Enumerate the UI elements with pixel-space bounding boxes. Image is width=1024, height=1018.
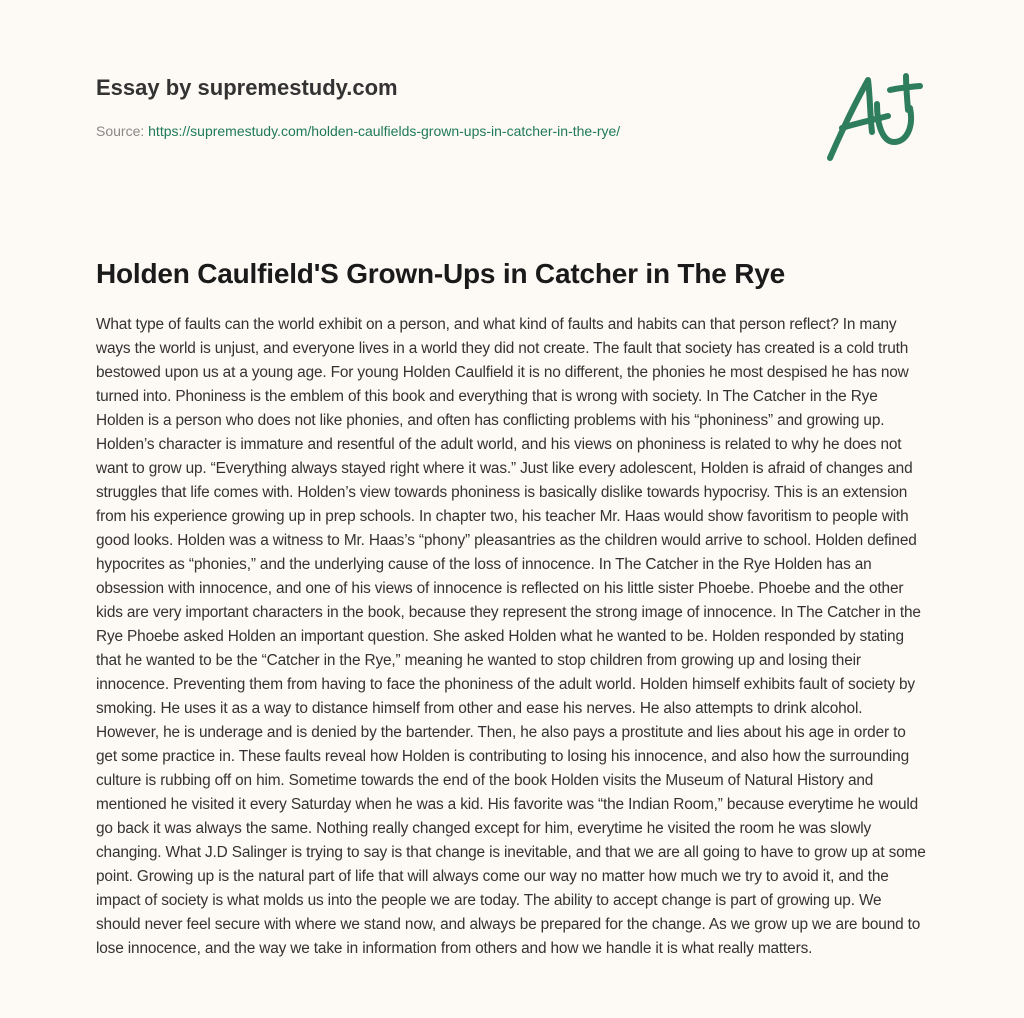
source-line bbox=[96, 122, 816, 140]
essay-title: Holden Caulfield'S Grown-Ups in Catcher in The Rye bbox=[96, 258, 785, 289]
site-title: Essay by supremestudy.com bbox=[96, 75, 398, 100]
a-plus-grade-icon bbox=[822, 70, 927, 165]
page-header bbox=[96, 74, 816, 140]
source-link[interactable]: https://supremestudy.com/holden-caulfields-grown-ups-in-catcher-in-the-rye/ bbox=[148, 123, 621, 139]
source-label: Source: bbox=[96, 123, 145, 139]
essay-body: What type of faults can the world exhibit on a person, and what kind of faults and habits can that person reflect? In many ways the world is unjust, and everyone lives in a world they did not create. The fault that society has created is a cold truth bestowed upon us at a young age. For young Holden Caulfield it is no different, the phonies he most despised he has now turned into. Phoniness is the emblem of this book and everything that is wrong with society. In The Catcher in the Rye Holden is a person who does not like phonies, and often has conflicting problems with his “phoniness” and growing up. Holden’s character is immature and resentful of the adult world, and his views on phoniness is related to why he does not want to grow up. “Everything always stayed right where it was.” Just like every adolescent, Holden is afraid of changes and struggles that life comes with. Holden’s view towards phoniness is basically dislike towards hypocrisy. This is an extension from his experience growing up in prep schools. In chapter two, his teacher Mr. Haas would show favoritism to people with good looks. Holden was a witness to Mr. Haas’s “phony” pleasantries as the children would arrive to school. Holden defined hypocrites as “phonies,” and the underlying cause of the loss of innocence. In The Catcher in the Rye Holden has an obsession with innocence, and one of his views of innocence is reflected on his little sister Phoebe. Phoebe and the other kids are very important characters in the book, because they represent the strong image of innocence. In The Catcher in the Rye Phoebe asked Holden an important question. She asked Holden what he wanted to be. Holden responded by stating that he wanted to be the “Catcher in the Rye,” meaning he wanted to stop children from growing up and losing their innocence. Preventing them from having to face the phoniness of the adult world. Holden himself exhibits fault of society by smoking. He uses it as a way to distance himself from other and ease his nerves. He also attempts to drink alcohol. However, he is underage and is denied by the bartender. Then, he also pays a prostitute and lies about his age in order to get some practice in. These faults reveal how Holden is contributing to losing his innocence, and also how the surrounding culture is rubbing off on him. Sometime towards the end of the book Holden visits the Museum of Natural History and mentioned he visited it every Saturday when he was a kid. His favorite was “the Indian Room,” because everytime he would go back it was always the same. Nothing really changed except for him, everytime he visited the room he was slowly changing. What J.D Salinger is trying to say is that change is inevitable, and that we are all going to have to grow up at some point. Growing up is the natural part of life that will always come our way no matter how much we try to avoid it, and the impact of society is what molds us into the people we are today. The ability to accept change is part of growing up. We should never feel secure with where we stand now, and always be prepared for the change. As we grow up we are bound to lose innocence, and the way we take in information from others and how we handle it is what really matters. bbox=[96, 316, 926, 957]
